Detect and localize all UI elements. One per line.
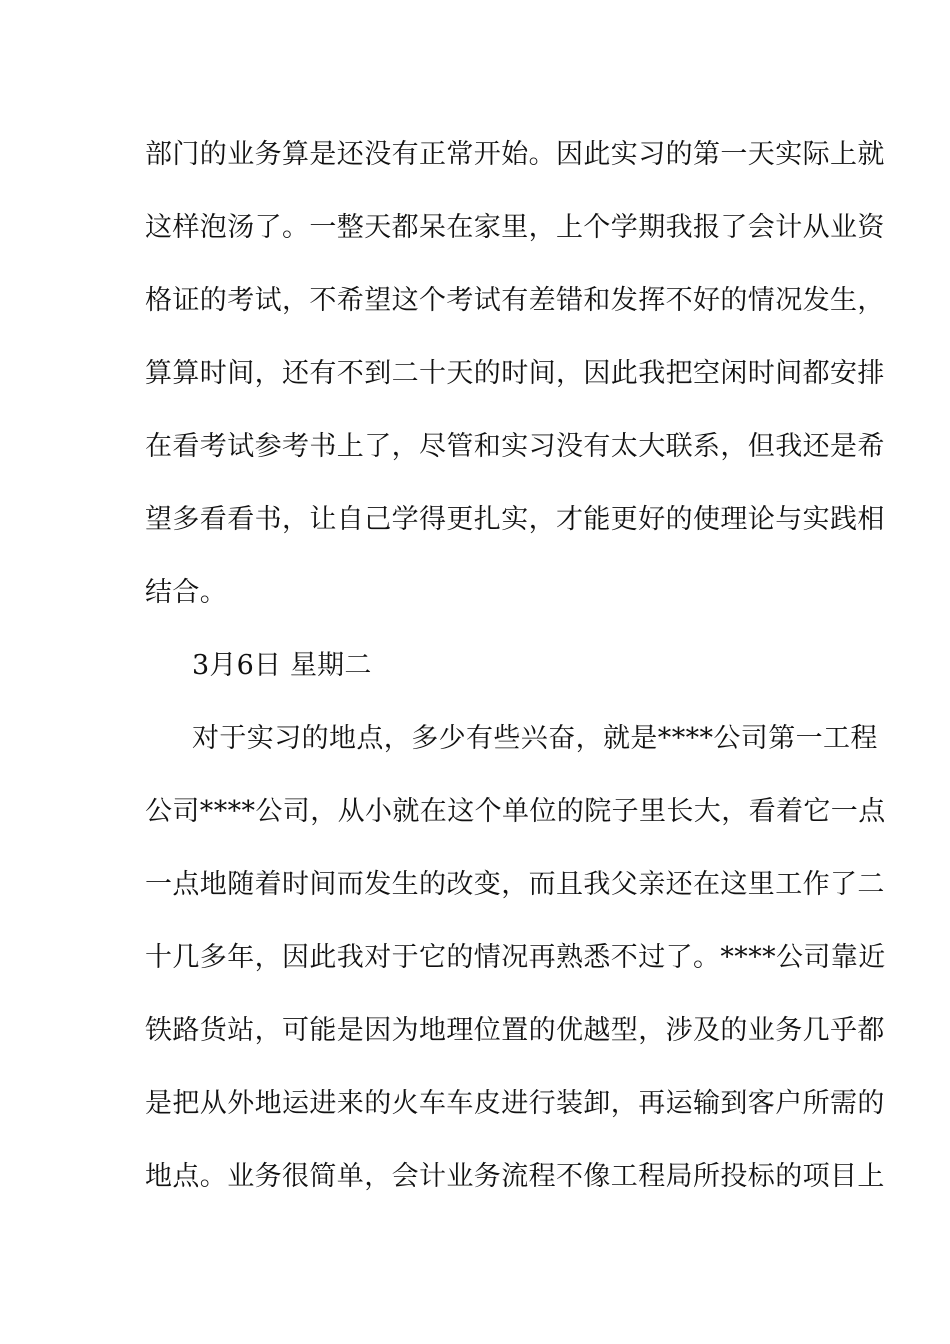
text-line: 这样泡汤了。一整天都呆在家里，上个学期我报了会计从业资 bbox=[145, 212, 885, 243]
text-line: 算算时间，还有不到二十天的时间，因此我把空闲时间都安排 bbox=[145, 358, 885, 389]
text-line: 是把从外地运进来的火车车皮进行装卸，再运输到客户所需的 bbox=[145, 1088, 885, 1119]
text-line: 十几多年，因此我对于它的情况再熟悉不过了。****公司靠近 bbox=[145, 942, 886, 973]
text-line: 公司****公司，从小就在这个单位的院子里长大，看着它一点 bbox=[145, 796, 886, 827]
text-line: 一点地随着时间而发生的改变，而且我父亲还在这里工作了二 bbox=[145, 869, 885, 900]
text-line: 铁路货站，可能是因为地理位置的优越型，涉及的业务几乎都 bbox=[145, 1015, 885, 1046]
text-line: 地点。业务很简单，会计业务流程不像工程局所投标的项目上 bbox=[145, 1161, 885, 1192]
text-line: 结合。 bbox=[145, 577, 228, 608]
text-line: 对于实习的地点，多少有些兴奋，就是****公司第一工程 bbox=[192, 723, 878, 754]
text-line: 部门的业务算是还没有正常开始。因此实习的第一天实际上就 bbox=[145, 139, 885, 170]
text-line: 望多看看书，让自己学得更扎实，才能更好的使理论与实践相 bbox=[145, 504, 885, 535]
date-heading: 3月6日 星期二 bbox=[192, 650, 372, 681]
text-line: 格证的考试，不希望这个考试有差错和发挥不好的情况发生， bbox=[145, 285, 885, 316]
text-line: 在看考试参考书上了，尽管和实习没有太大联系，但我还是希 bbox=[145, 431, 885, 462]
